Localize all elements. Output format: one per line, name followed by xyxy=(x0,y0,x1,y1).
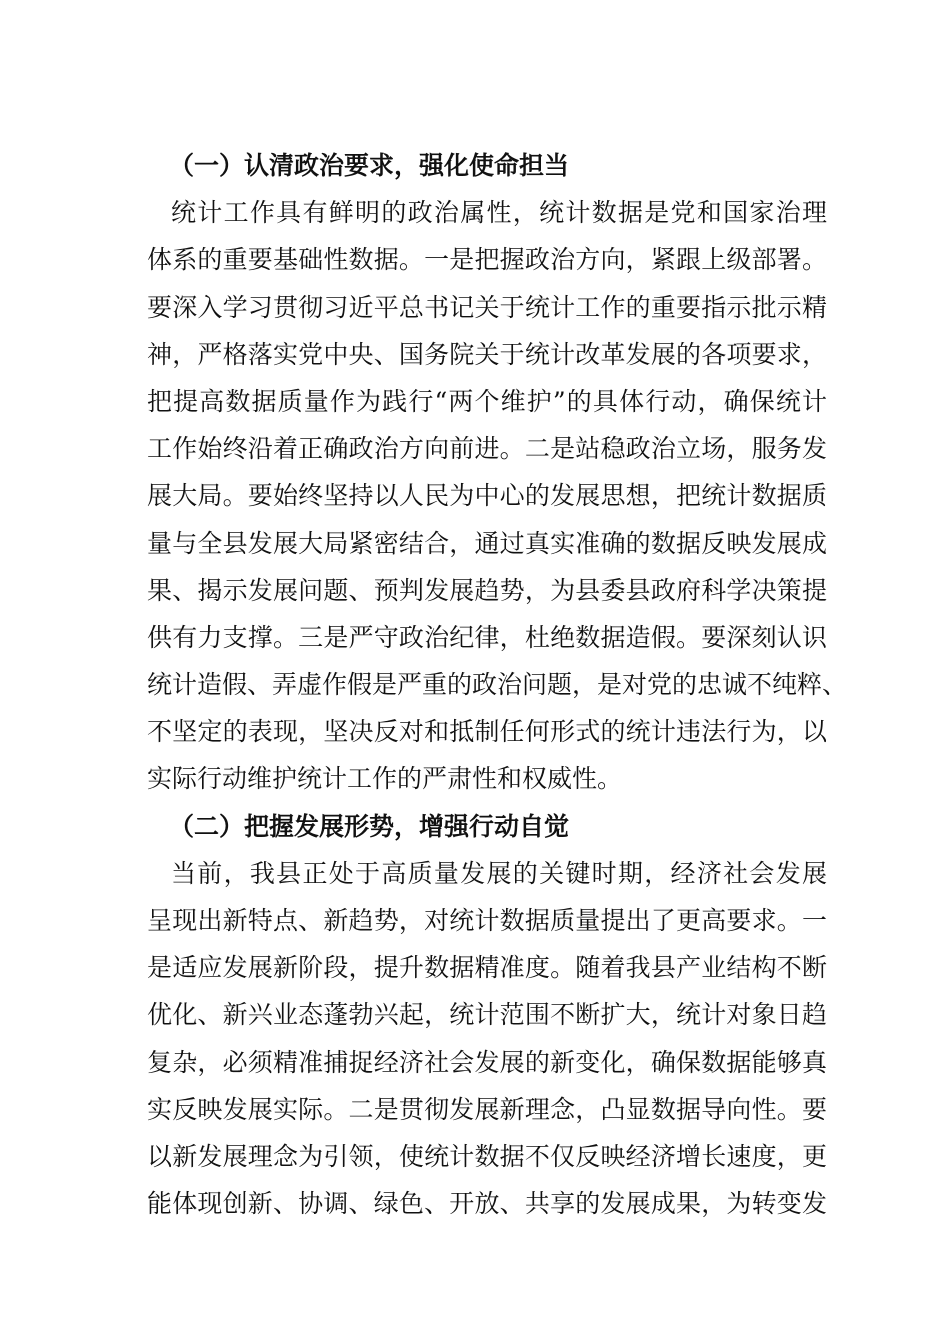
paragraph-line: 能体现创新、协调、绿色、开放、共享的发展成果，为转变发 xyxy=(147,1189,827,1219)
paragraph-line: 复杂，必须精准捕捉经济社会发展的新变化，确保数据能够真 xyxy=(147,1047,827,1077)
document-body xyxy=(147,142,848,1227)
paragraph-line: 把提高数据质量作为践行“两个维护”的具体行动，确保统计 xyxy=(147,386,827,416)
paragraph-line: 以新发展理念为引领，使统计数据不仅反映经济增长速度，更 xyxy=(147,1141,827,1171)
section-heading-2: （二）把握发展形势，增强行动自觉 xyxy=(169,811,570,841)
paragraph-line: 工作始终沿着正确政治方向前进。二是站稳政治立场，服务发 xyxy=(147,434,827,464)
paragraph-line: 量与全县发展大局紧密结合，通过真实准确的数据反映发展成 xyxy=(147,528,827,558)
paragraph-line: 不坚定的表现，坚决反对和抵制任何形式的统计违法行为，以 xyxy=(147,717,827,747)
paragraph-line: 实际行动维护统计工作的严肃性和权威性。 xyxy=(147,764,623,794)
section-heading-1: （一）认清政治要求，强化使命担当 xyxy=(169,151,570,180)
paragraph-line: 统计工作具有鲜明的政治属性，统计数据是党和国家治理 xyxy=(171,198,827,228)
paragraph-line: 体系的重要基础性数据。一是把握政治方向，紧跟上级部署。 xyxy=(147,245,827,275)
paragraph-line: 供有力支撑。三是严守政治纪律，杜绝数据造假。要深刻认识 xyxy=(147,622,827,652)
paragraph-line: 呈现出新特点、新趋势，对统计数据质量提出了更高要求。一 xyxy=(147,906,827,935)
paragraph-line: 果、揭示发展问题、预判发展趋势，为县委县政府科学决策提 xyxy=(147,575,827,605)
paragraph-line: 要深入学习贯彻习近平总书记关于统计工作的重要指示批示精 xyxy=(147,292,827,322)
paragraph-line: 统计造假、弄虚作假是严重的政治问题，是对党的忠诚不纯粹、 xyxy=(147,670,848,700)
paragraph-line: 当前，我县正处于高质量发展的关键时期，经济社会发展 xyxy=(171,858,827,888)
paragraph-line: 展大局。要始终坚持以人民为中心的发展思想，把统计数据质 xyxy=(147,481,827,511)
paragraph-line: 实反映发展实际。二是贯彻发展新理念，凸显数据导向性。要 xyxy=(147,1094,827,1124)
paragraph-line: 是适应发展新阶段，提升数据精准度。随着我县产业结构不断 xyxy=(147,953,827,983)
paragraph-line: 优化、新兴业态蓬勃兴起，统计范围不断扩大，统计对象日趋 xyxy=(147,1000,827,1030)
paragraph-line: 神，严格落实党中央、国务院关于统计改革发展的各项要求， xyxy=(147,339,827,369)
